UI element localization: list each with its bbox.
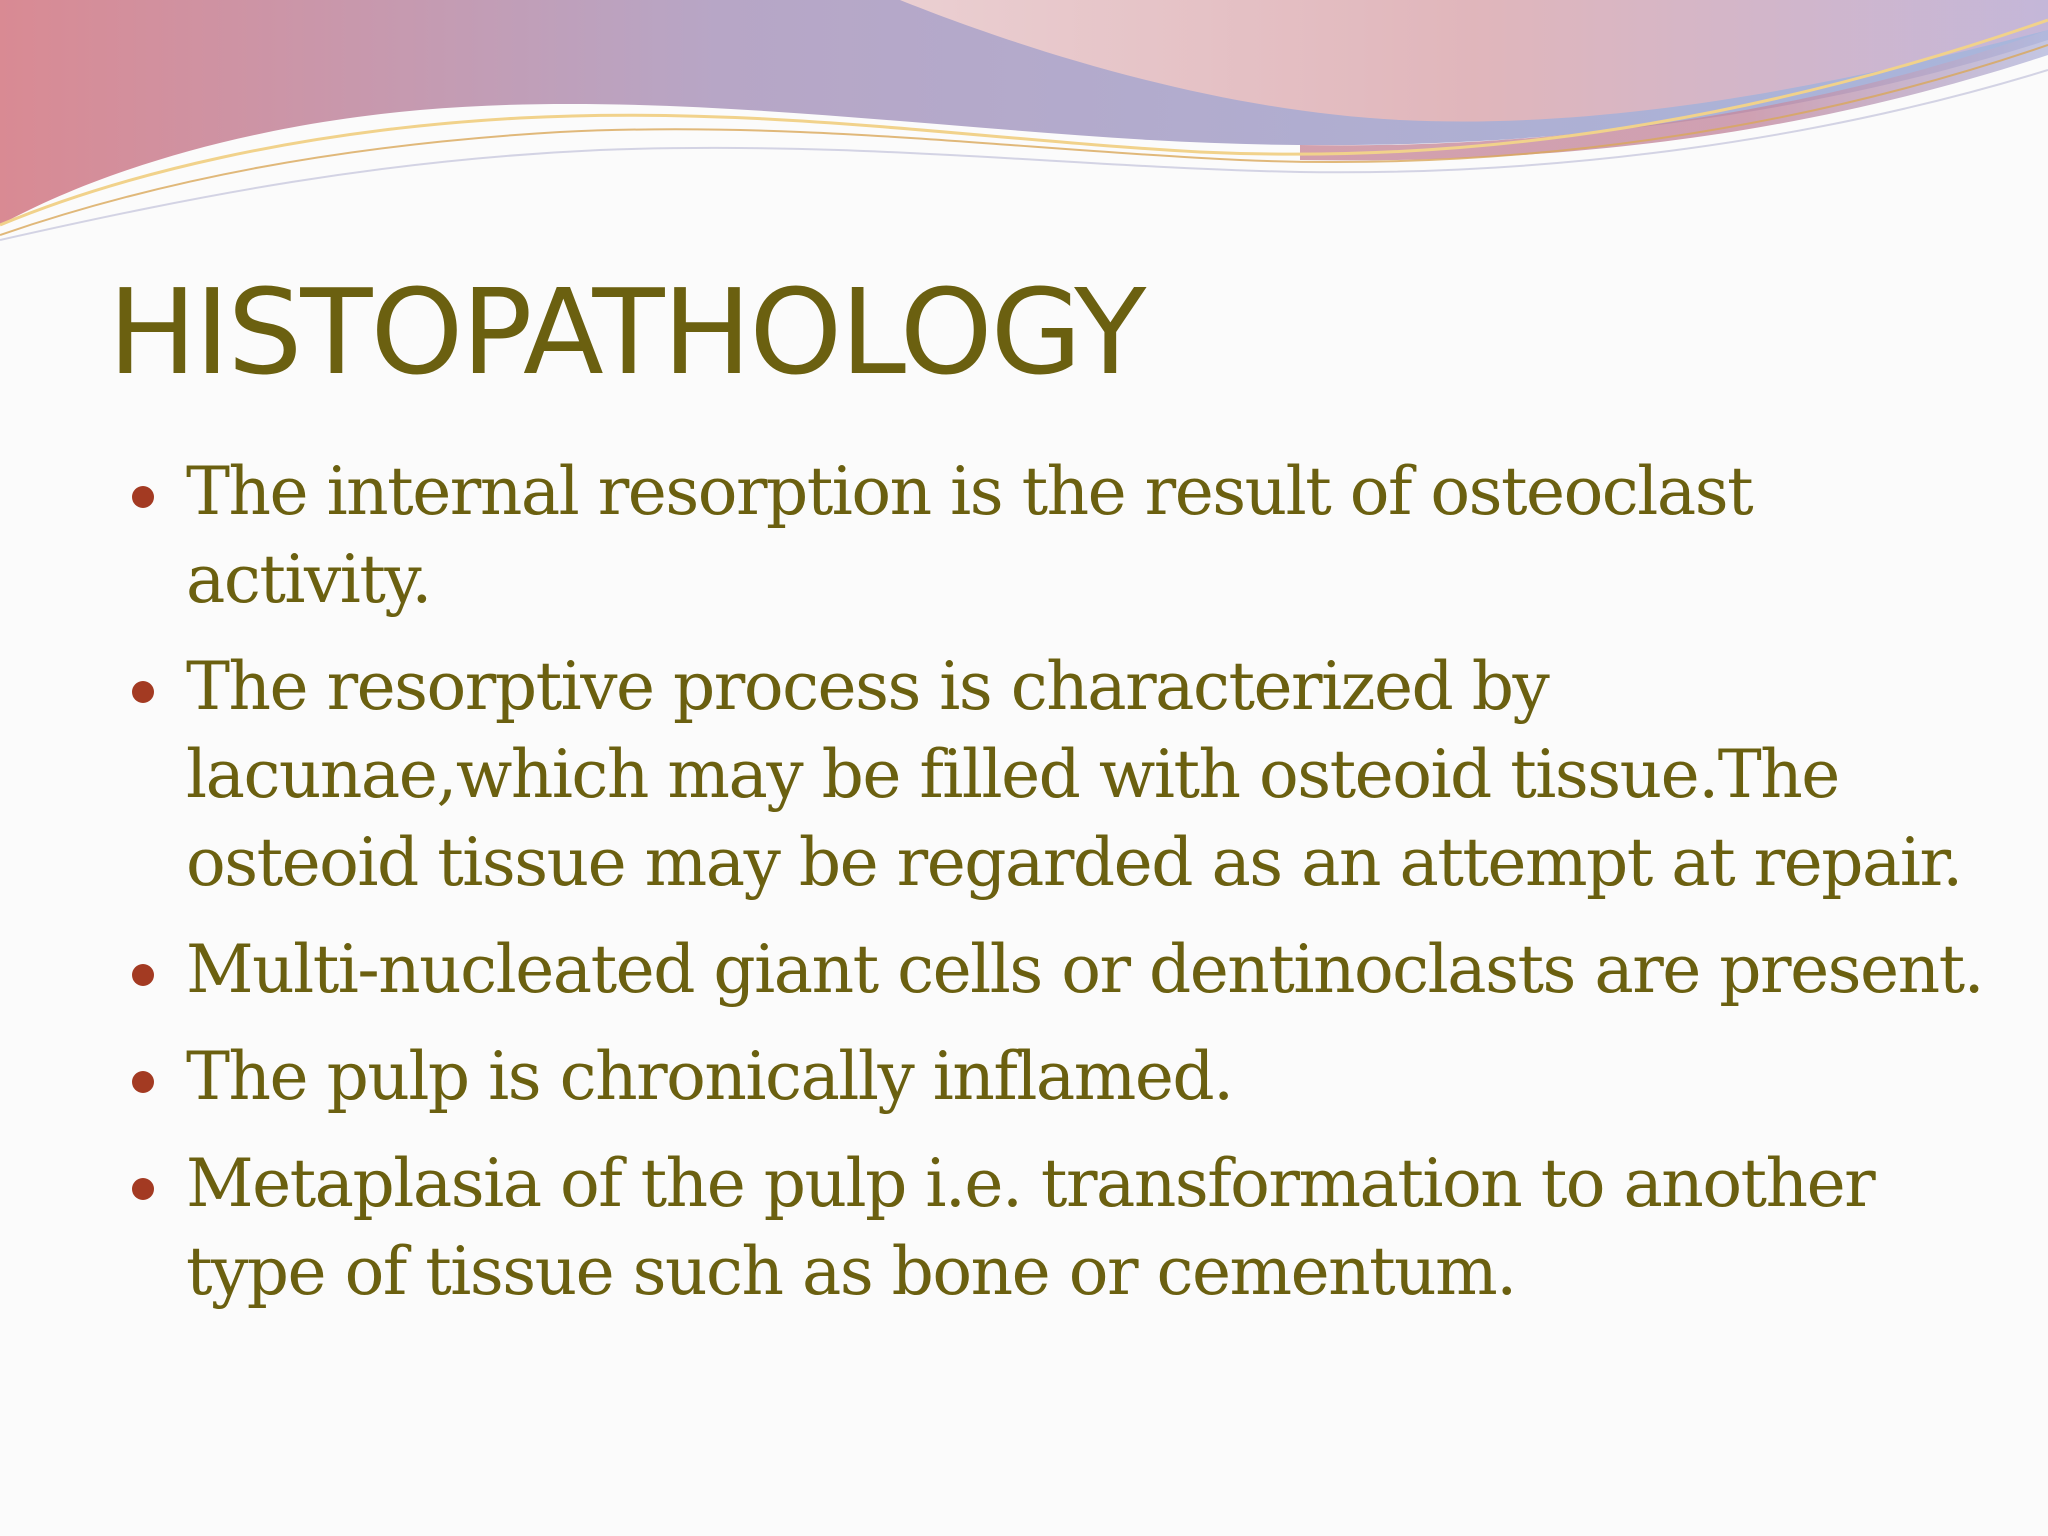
bullet-item <box>126 448 2006 624</box>
bullet-marker-icon <box>132 964 154 986</box>
slide-title: HISTOPATHOLOGY <box>108 263 1145 401</box>
bullet-text: Metaplasia of the pulp i.e. transformation to another type of tissue such as bone or cementum. <box>186 1145 1875 1310</box>
bullet-marker-icon <box>132 1178 154 1200</box>
bullet-text: The pulp is chronically inflamed. <box>186 1038 1233 1115</box>
bullet-marker-icon <box>132 681 154 703</box>
bullet-list <box>126 448 2006 1335</box>
bullet-item <box>126 1140 2006 1316</box>
bullet-item <box>126 926 2006 1014</box>
bullet-item <box>126 1033 2006 1121</box>
header-wave-decoration <box>0 0 2048 260</box>
bullet-item <box>126 643 2006 907</box>
bullet-text: Multi-nucleated giant cells or dentinoclasts are present. <box>186 931 1984 1008</box>
bullet-text: The resorptive process is characterized by lacunae,which may be filled with osteoid tissue.The osteoid tissue may be regarded as an attempt at repair. <box>186 648 1962 901</box>
bullet-marker-icon <box>132 486 154 508</box>
bullet-text: The internal resorption is the result of osteoclast activity. <box>186 453 1753 618</box>
bullet-marker-icon <box>132 1071 154 1093</box>
